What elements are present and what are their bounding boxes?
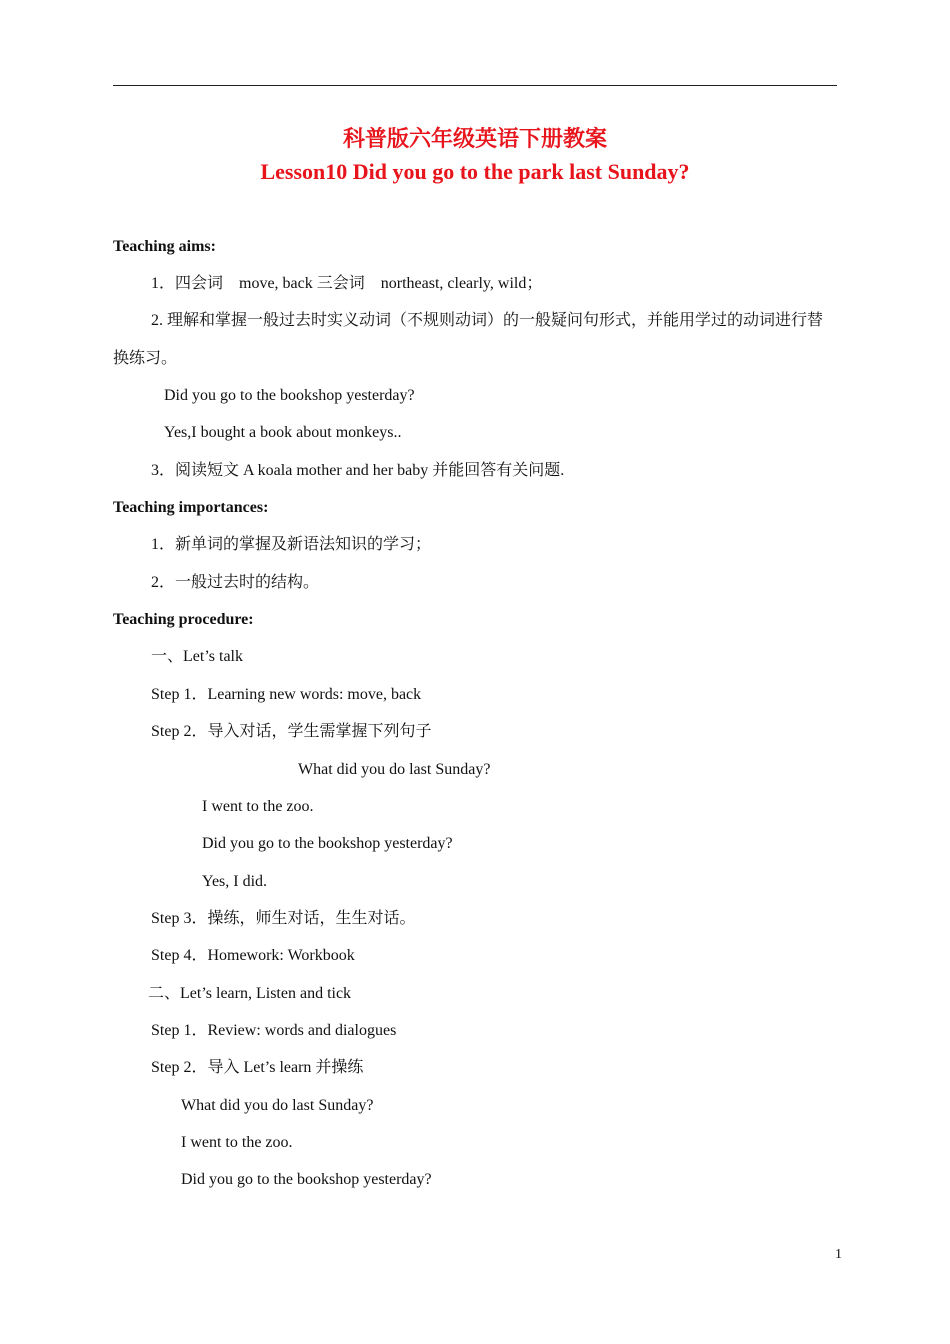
part1-step-1: Step 1．Learning new words: move, back [151, 686, 422, 703]
teaching-importances-heading: Teaching importances: [113, 499, 269, 516]
procedure-part-2-heading: 二、Let’s learn, Listen and tick [148, 985, 352, 1002]
importances-item-2: 2．一般过去时的结构。 [151, 574, 320, 591]
document-title-chinese: 科普版六年级英语下册教案 [342, 127, 607, 152]
part1-sentence-2: I went to the zoo. [202, 798, 314, 815]
aims-example-question: Did you go to the bookshop yesterday? [164, 387, 415, 404]
part1-step-4: Step 4．Homework: Workbook [151, 947, 355, 964]
part1-sentence-3: Did you go to the bookshop yesterday? [202, 835, 453, 852]
part1-step-2: Step 2．导入对话，学生需掌握下列句子 [151, 723, 432, 740]
part2-sentence-2: I went to the zoo. [181, 1134, 293, 1151]
aims-item-2-line-2: 换练习。 [113, 350, 178, 367]
part2-sentence-3: Did you go to the bookshop yesterday? [181, 1171, 432, 1188]
procedure-part-1-heading: 一、Let’s talk [151, 648, 243, 665]
teaching-procedure-heading: Teaching procedure: [113, 611, 254, 628]
aims-item-2-line-1: 2. 理解和掌握一般过去时实义动词（不规则动词）的一般疑问句形式，并能用学过的动词进行替 [151, 312, 824, 329]
part2-sentence-1: What did you do last Sunday? [181, 1097, 374, 1114]
part1-sentence-1: What did you do last Sunday? [298, 761, 491, 778]
document-title-english: Lesson10 Did you go to the park last Sunday? [260, 159, 690, 184]
aims-item-3: 3．阅读短文 A koala mother and her baby 并能回答有关问题. [151, 462, 565, 479]
importances-item-1: 1．新单词的掌握及新语法知识的学习； [151, 536, 432, 553]
part1-sentence-4: Yes, I did. [202, 873, 268, 890]
aims-item-1: 1．四会词 move, back 三会词 northeast, clearly, wild； [151, 275, 543, 292]
teaching-aims-heading: Teaching aims: [113, 238, 216, 255]
page-number: 1 [835, 1247, 842, 1262]
part1-step-3: Step 3．操练，师生对话，生生对话。 [151, 910, 416, 927]
part2-step-2: Step 2．导入 Let’s learn 并操练 [151, 1059, 364, 1076]
part2-step-1: Step 1．Review: words and dialogues [151, 1022, 397, 1039]
header-rule [113, 85, 837, 86]
aims-example-answer: Yes,I bought a book about monkeys.. [164, 424, 402, 441]
